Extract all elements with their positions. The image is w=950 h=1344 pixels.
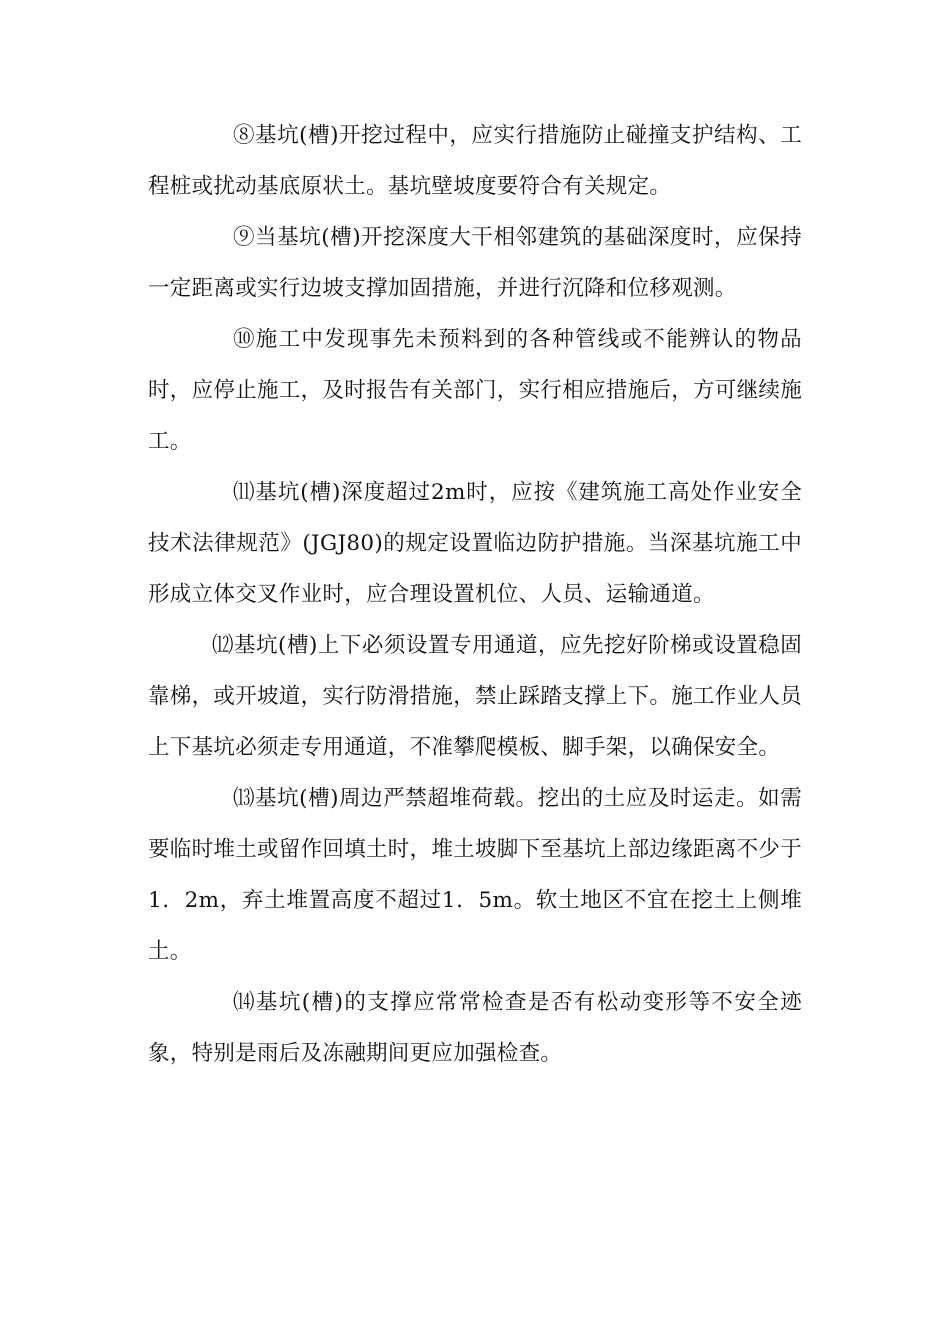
paragraph-8: ⑧基坑(槽)开挖过程中，应实行措施防止碰撞支护结构、工程桩或扰动基底原状土。基坑壁坡度要符合有关规定。 [148, 123, 802, 199]
document-body [148, 110, 802, 1079]
paragraph-10: ⑩施工中发现事先未预料到的各种管线或不能辨认的物品时，应停止施工，及时报告有关部门，实行相应措施后，方可继续施工。 [148, 327, 803, 454]
paragraph-14: ⒁基坑(槽)的支撑应常常检查是否有松动变形等不安全迹象，特别是雨后及冻融期间更应加强检查。 [148, 990, 802, 1066]
paragraph-13: ⒀基坑(槽)周边严禁超堆荷载。挖出的土应及时运走。如需要临时堆土或留作回填土时，堆土坡脚下至基坑上部边缘距离不少于1．2m，弃土堆置高度不超过1．5m。软土地区不宜在挖土上侧堆土。 [148, 786, 803, 964]
paragraph-9: ⑨当基坑(槽)开挖深度大干相邻建筑的基础深度时，应保持一定距离或实行边坡支撑加固措施，并进行沉降和位移观测。 [148, 225, 802, 301]
paragraph-12: ⑿基坑(槽)上下必须设置专用通道，应先挖好阶梯或设置稳固靠梯，或开坡道，实行防滑措施，禁止踩踏支撑上下。施工作业人员上下基坑必须走专用通道，不准攀爬模板、脚手架，以确保安全。 [148, 633, 803, 760]
paragraph-11: ⑾基坑(槽)深度超过2m时，应按《建筑施工高处作业安全技术法律规范》(JGJ80)的规定设置临边防护措施。当深基坑施工中形成立体交叉作业时，应合理设置机位、人员、运输通道。 [148, 480, 802, 607]
